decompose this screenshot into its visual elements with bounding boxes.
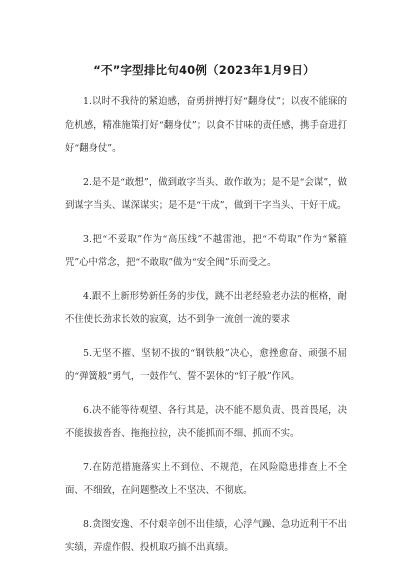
document-title: “不”字型排比句40例（2023年1月9日）	[93, 63, 315, 77]
sentence-item: 8.贪图安逸、不付艰辛创不出佳绩，心浮气躁、急功近利干不出实绩，弄虚作假、投机取巧搞不出真绩。	[65, 518, 347, 553]
sentence-item: 2.是不是“敢想”，做到敢字当头、敢作敢为；是不是“会谋”，做到谋字当头、谋深谋实；是不是“干成”，做到干字当头、干好干成。	[65, 176, 347, 211]
sentence-item: 5.无坚不摧、坚韧不拔的“钢铁般”决心，愈挫愈奋、顽强不屈的“弹簧般”勇气，一鼓作气、誓不罢休的“钉子般”作风。	[65, 347, 347, 382]
sentence-item: 6.决不能等待观望、各行其是，决不能不愿负责、畏首畏尾，决不能拔拔沓沓、拖拖拉拉，决不能抓而不细、抓而不实。	[65, 404, 347, 439]
sentence-item: 1.以时不我待的紧迫感，奋勇拼搏打好“翻身仗”；以夜不能寐的危机感，精准施策打好“翻身仗”；以食不甘味的责任感，携手奋进打好“翻身仗”。	[65, 96, 347, 154]
sentence-item: 4.跟不上新形势新任务的步伐，跳不出老经验老办法的框格，耐不住使长劲求长效的寂寞，达不到争一流创一流的要求	[65, 290, 347, 325]
sentence-list	[65, 90, 347, 570]
sentence-item: 7.在防范措施落实上不到位、不规范，在风险隐患排查上不全面、不细致，在问题整改上不坚决、不彻底。	[65, 461, 347, 496]
sentence-item: 3.把“不妥取”作为“高压线”不越雷池，把“不苟取”作为“紧箍咒”心中常念，把“不敢取”做为“安全阀”乐而受之。	[65, 233, 347, 268]
